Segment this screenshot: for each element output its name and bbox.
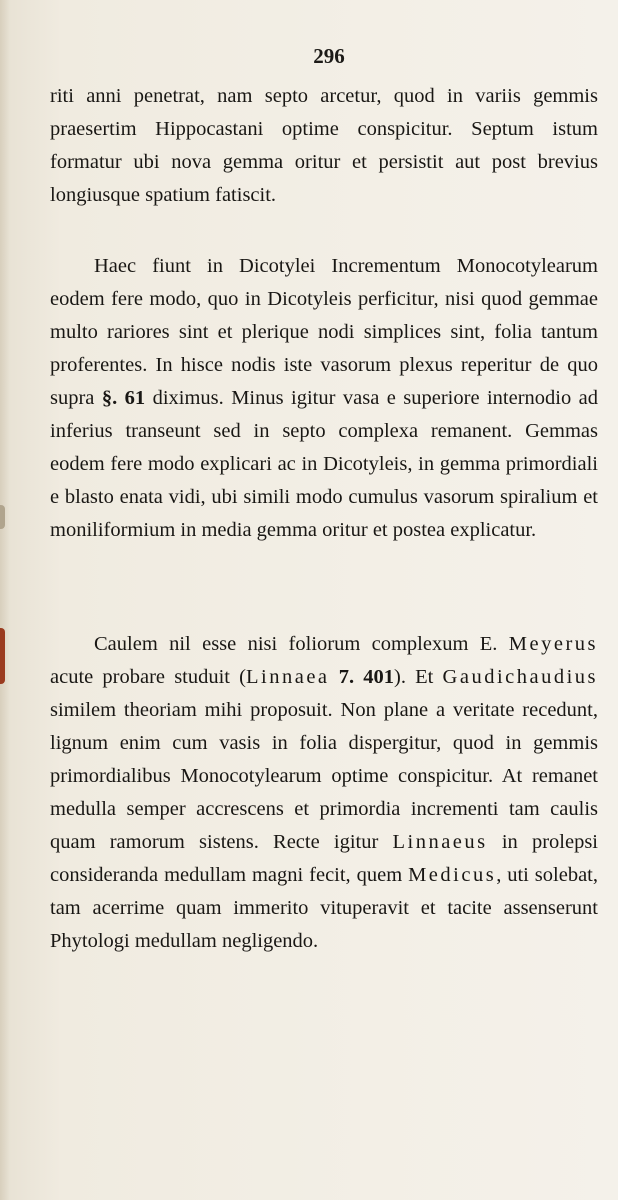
paragraph-text: Caulem nil esse nisi foliorum complexum E. [94,633,509,655]
paragraph-monocotyledons [50,250,598,547]
paragraph-text: acute probare studuit ( [50,666,247,688]
paragraph-continuation: riti anni penetrat, nam septo arcetur, quod in variis gemmis praesertim Hippocastani optime conspicitur. Septum istum formatur ubi nova gemma oritur et persistit aut post brevius longiusque spatium fatiscit. [50,85,598,206]
page-edge-shadow [0,0,10,1200]
paragraph-text: in prolepsi consideranda medullam magni fecit, quem [50,831,598,886]
paragraph-text: ). Et [394,666,443,688]
adjacent-page-edge [0,505,5,529]
paragraph-caulis [50,628,598,958]
citation-journal: Linnaea [246,666,330,688]
author-name-meyerus: Meyerus [508,633,598,655]
paragraph-text: Haec fiunt in Dicotylei Incrementum Monocotylearum eodem fere modo, quo in Dicotyleis perficitur, nisi quod gemmae multo rariores sint et plerique nodi simplices sint, folia tantum proferentes. In hisce nodis iste vasorum plexus reperitur de quo supra [50,255,598,409]
author-name-linnaeus: Linnaeus [392,831,488,853]
paragraph-text: similem theoriam mihi proposuit. Non plane a veritate recedunt, lignum enim cum vasis in folia dispergitur, quod in gemmis primordialibus Monocotylearum optime conspicitur. At remanet medulla semper accrescens et primordia incrementi tam caulis quam ramorum sistens. Recte igitur [50,699,598,853]
author-name-medicus: Medicus [408,864,497,886]
section-reference: §. 61 [101,387,146,409]
adjacent-page-red-edge [0,628,5,684]
citation-reference: 7. 401 [329,666,395,688]
author-name-gaudichaudius: Gaudichaudius [442,666,599,688]
paragraph-text: , uti solebat, tam acerrime quam immerito vituperavit et tacite assenserunt Phytologi medullam negligendo. [50,864,598,952]
page-number: 296 [313,44,345,68]
paragraph-text: diximus. Minus igitur vasa e superiore internodio ad inferius transeunt sed in septo complexa remanent. Gemmas eodem fere modo explicari ac in Dicotyleis, in gemma primordiali e blasto enata vidi, ubi simili modo cumulus vasorum spiralium et moniliformium in media gemma oritur et postea explicatur. [50,387,599,541]
